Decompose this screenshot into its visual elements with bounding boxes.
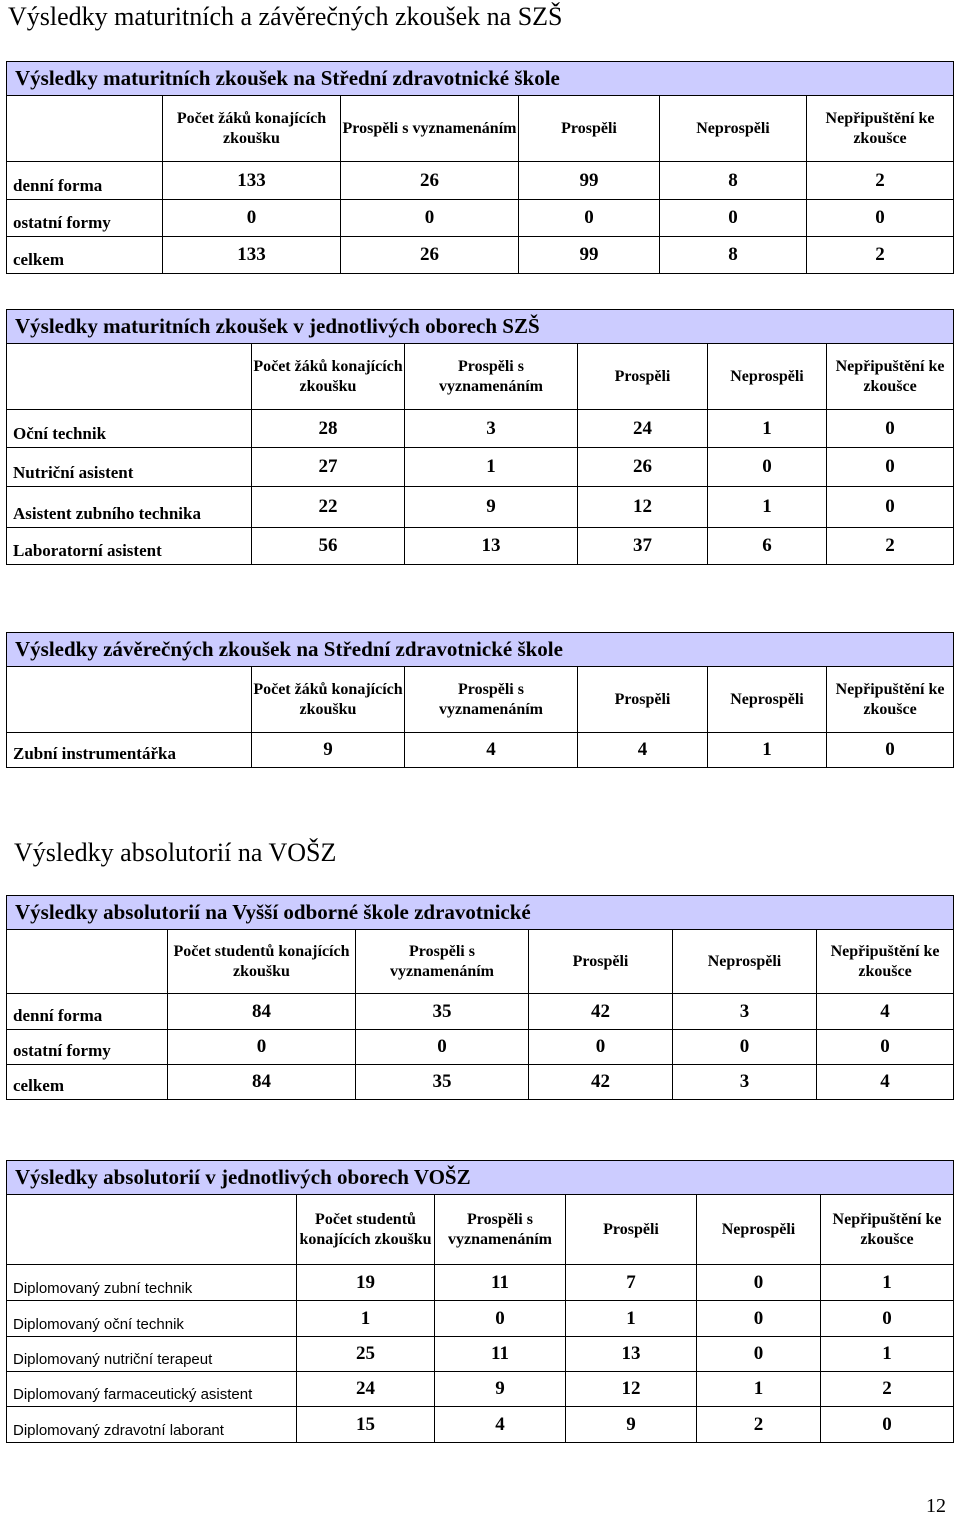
table-row <box>7 487 954 528</box>
column-header: Prospěli <box>578 344 708 410</box>
column-header: Počet studentů konajících zkoušku <box>168 930 356 994</box>
page-heading-vosz: Výsledky absolutorií na VOŠZ <box>14 838 337 867</box>
results-table-absolutoria-vosz <box>6 895 954 1100</box>
column-header: Nepřipuštění ke zkoušce <box>807 96 954 162</box>
cell-value: 99 <box>519 237 660 274</box>
row-label: denní forma <box>7 162 163 200</box>
row-label: denní forma <box>7 994 168 1030</box>
row-label: celkem <box>7 237 163 274</box>
cell-value: 2 <box>807 237 954 274</box>
cell-value: 2 <box>697 1407 821 1443</box>
column-header: Prospěli s vyznamenáním <box>405 344 578 410</box>
cell-value: 0 <box>660 200 807 237</box>
cell-value: 84 <box>168 994 356 1030</box>
row-label: Laboratorní asistent <box>7 528 252 565</box>
cell-value: 0 <box>827 733 954 768</box>
column-header: Nepřipuštění ke zkoušce <box>827 667 954 733</box>
cell-value: 3 <box>405 410 578 448</box>
cell-value: 0 <box>708 448 827 487</box>
table-row <box>7 1030 954 1065</box>
row-label: ostatní formy <box>7 200 163 237</box>
table-row <box>7 1372 954 1407</box>
cell-value: 3 <box>673 994 817 1030</box>
cell-value: 0 <box>529 1030 673 1065</box>
cell-value: 84 <box>168 1065 356 1100</box>
cell-value: 0 <box>673 1030 817 1065</box>
table-row <box>7 1265 954 1301</box>
cell-value: 26 <box>578 448 708 487</box>
cell-value: 1 <box>708 487 827 528</box>
table-row <box>7 200 954 237</box>
cell-value: 2 <box>821 1372 954 1407</box>
cell-value: 4 <box>817 994 954 1030</box>
cell-value: 28 <box>252 410 405 448</box>
cell-value: 1 <box>708 410 827 448</box>
cell-value: 26 <box>341 162 519 200</box>
row-label: Diplomovaný oční technik <box>7 1301 297 1337</box>
cell-value: 0 <box>807 200 954 237</box>
cell-value: 4 <box>435 1407 566 1443</box>
table-row <box>7 162 954 200</box>
column-header: Prospěli s vyznamenáním <box>341 96 519 162</box>
results-table-maturita-obory <box>6 309 954 565</box>
table-title: Výsledky absolutorií v jednotlivých oborech VOŠZ <box>7 1161 954 1195</box>
column-header: Neprospěli <box>660 96 807 162</box>
table-row <box>7 1301 954 1337</box>
cell-value: 12 <box>566 1372 697 1407</box>
table-row <box>7 410 954 448</box>
cell-value: 1 <box>697 1372 821 1407</box>
row-label: Diplomovaný zdravotní laborant <box>7 1407 297 1443</box>
cell-value: 12 <box>578 487 708 528</box>
cell-value: 37 <box>578 528 708 565</box>
cell-value: 11 <box>435 1265 566 1301</box>
table-title: Výsledky absolutorií na Vyšší odborné škole zdravotnické <box>7 896 954 930</box>
cell-value: 42 <box>529 994 673 1030</box>
cell-value: 0 <box>817 1030 954 1065</box>
column-header: Nepřipuštění ke zkoušce <box>817 930 954 994</box>
cell-value: 9 <box>435 1372 566 1407</box>
table-row <box>7 528 954 565</box>
cell-value: 1 <box>821 1265 954 1301</box>
cell-value: 4 <box>578 733 708 768</box>
cell-value: 9 <box>252 733 405 768</box>
cell-value: 19 <box>297 1265 435 1301</box>
cell-value: 13 <box>405 528 578 565</box>
column-header: Prospěli s vyznamenáním <box>356 930 529 994</box>
results-table-absolutoria-obory <box>6 1160 954 1443</box>
cell-value: 133 <box>163 162 341 200</box>
cell-value: 1 <box>821 1337 954 1372</box>
table-title: Výsledky maturitních zkoušek na Střední zdravotnické škole <box>7 62 954 96</box>
cell-value: 0 <box>163 200 341 237</box>
cell-value: 35 <box>356 1065 529 1100</box>
cell-value: 0 <box>356 1030 529 1065</box>
cell-value: 133 <box>163 237 341 274</box>
cell-value: 11 <box>435 1337 566 1372</box>
results-table-maturita-szs <box>6 61 954 274</box>
cell-value: 13 <box>566 1337 697 1372</box>
cell-value: 3 <box>673 1065 817 1100</box>
row-label: Diplomovaný nutriční terapeut <box>7 1337 297 1372</box>
column-header: Počet žáků konajících zkoušku <box>252 667 405 733</box>
cell-value: 0 <box>821 1407 954 1443</box>
column-header: Prospěli <box>566 1195 697 1265</box>
table-title: Výsledky závěrečných zkoušek na Střední zdravotnické škole <box>7 633 954 667</box>
cell-value: 1 <box>708 733 827 768</box>
cell-value: 2 <box>807 162 954 200</box>
column-header: Neprospěli <box>673 930 817 994</box>
column-header: Nepřipuštění ke zkoušce <box>827 344 954 410</box>
column-header: Počet studentů konajících zkoušku <box>297 1195 435 1265</box>
cell-value: 0 <box>827 487 954 528</box>
cell-value: 6 <box>708 528 827 565</box>
row-label: Nutriční asistent <box>7 448 252 487</box>
cell-value: 42 <box>529 1065 673 1100</box>
cell-value: 4 <box>405 733 578 768</box>
row-label: celkem <box>7 1065 168 1100</box>
cell-value: 1 <box>566 1301 697 1337</box>
row-label: Diplomovaný zubní technik <box>7 1265 297 1301</box>
cell-value: 24 <box>297 1372 435 1407</box>
column-header: Prospěli s vyznamenáním <box>405 667 578 733</box>
table-row <box>7 1065 954 1100</box>
column-header: Prospěli <box>519 96 660 162</box>
row-label: Diplomovaný farmaceutický asistent <box>7 1372 297 1407</box>
cell-value: 15 <box>297 1407 435 1443</box>
row-label: Zubní instrumentářka <box>7 733 252 768</box>
column-header: Prospěli <box>578 667 708 733</box>
table-row <box>7 994 954 1030</box>
table-row <box>7 1407 954 1443</box>
cell-value: 0 <box>697 1337 821 1372</box>
column-header: Nepřipuštění ke zkoušce <box>821 1195 954 1265</box>
column-header: Počet žáků konajících zkoušku <box>252 344 405 410</box>
cell-value: 4 <box>817 1065 954 1100</box>
cell-value: 0 <box>821 1301 954 1337</box>
cell-value: 0 <box>519 200 660 237</box>
cell-value: 0 <box>168 1030 356 1065</box>
cell-value: 7 <box>566 1265 697 1301</box>
table-title: Výsledky maturitních zkoušek v jednotlivých oborech SZŠ <box>7 310 954 344</box>
table-row <box>7 1337 954 1372</box>
cell-value: 0 <box>827 410 954 448</box>
cell-value: 25 <box>297 1337 435 1372</box>
cell-value: 1 <box>297 1301 435 1337</box>
cell-value: 27 <box>252 448 405 487</box>
cell-value: 26 <box>341 237 519 274</box>
page-heading-szs: Výsledky maturitních a závěrečných zkoušek na SZŠ <box>8 2 563 31</box>
cell-value: 0 <box>435 1301 566 1337</box>
cell-value: 99 <box>519 162 660 200</box>
page-number: 12 <box>926 1495 946 1517</box>
column-header: Prospěli s vyznamenáním <box>435 1195 566 1265</box>
cell-value: 1 <box>405 448 578 487</box>
cell-value: 0 <box>341 200 519 237</box>
cell-value: 35 <box>356 994 529 1030</box>
cell-value: 2 <box>827 528 954 565</box>
cell-value: 9 <box>566 1407 697 1443</box>
cell-value: 56 <box>252 528 405 565</box>
column-header: Neprospěli <box>697 1195 821 1265</box>
cell-value: 8 <box>660 237 807 274</box>
table-row <box>7 448 954 487</box>
cell-value: 0 <box>697 1301 821 1337</box>
results-table-zaverecne-zkousky <box>6 632 954 768</box>
cell-value: 8 <box>660 162 807 200</box>
column-header: Prospěli <box>529 930 673 994</box>
cell-value: 9 <box>405 487 578 528</box>
cell-value: 0 <box>697 1265 821 1301</box>
cell-value: 22 <box>252 487 405 528</box>
column-header: Neprospěli <box>708 667 827 733</box>
column-header: Počet žáků konajících zkoušku <box>163 96 341 162</box>
row-label: Oční technik <box>7 410 252 448</box>
column-header: Neprospěli <box>708 344 827 410</box>
cell-value: 0 <box>827 448 954 487</box>
cell-value: 24 <box>578 410 708 448</box>
row-label: ostatní formy <box>7 1030 168 1065</box>
table-row <box>7 733 954 768</box>
row-label: Asistent zubního technika <box>7 487 252 528</box>
table-row <box>7 237 954 274</box>
